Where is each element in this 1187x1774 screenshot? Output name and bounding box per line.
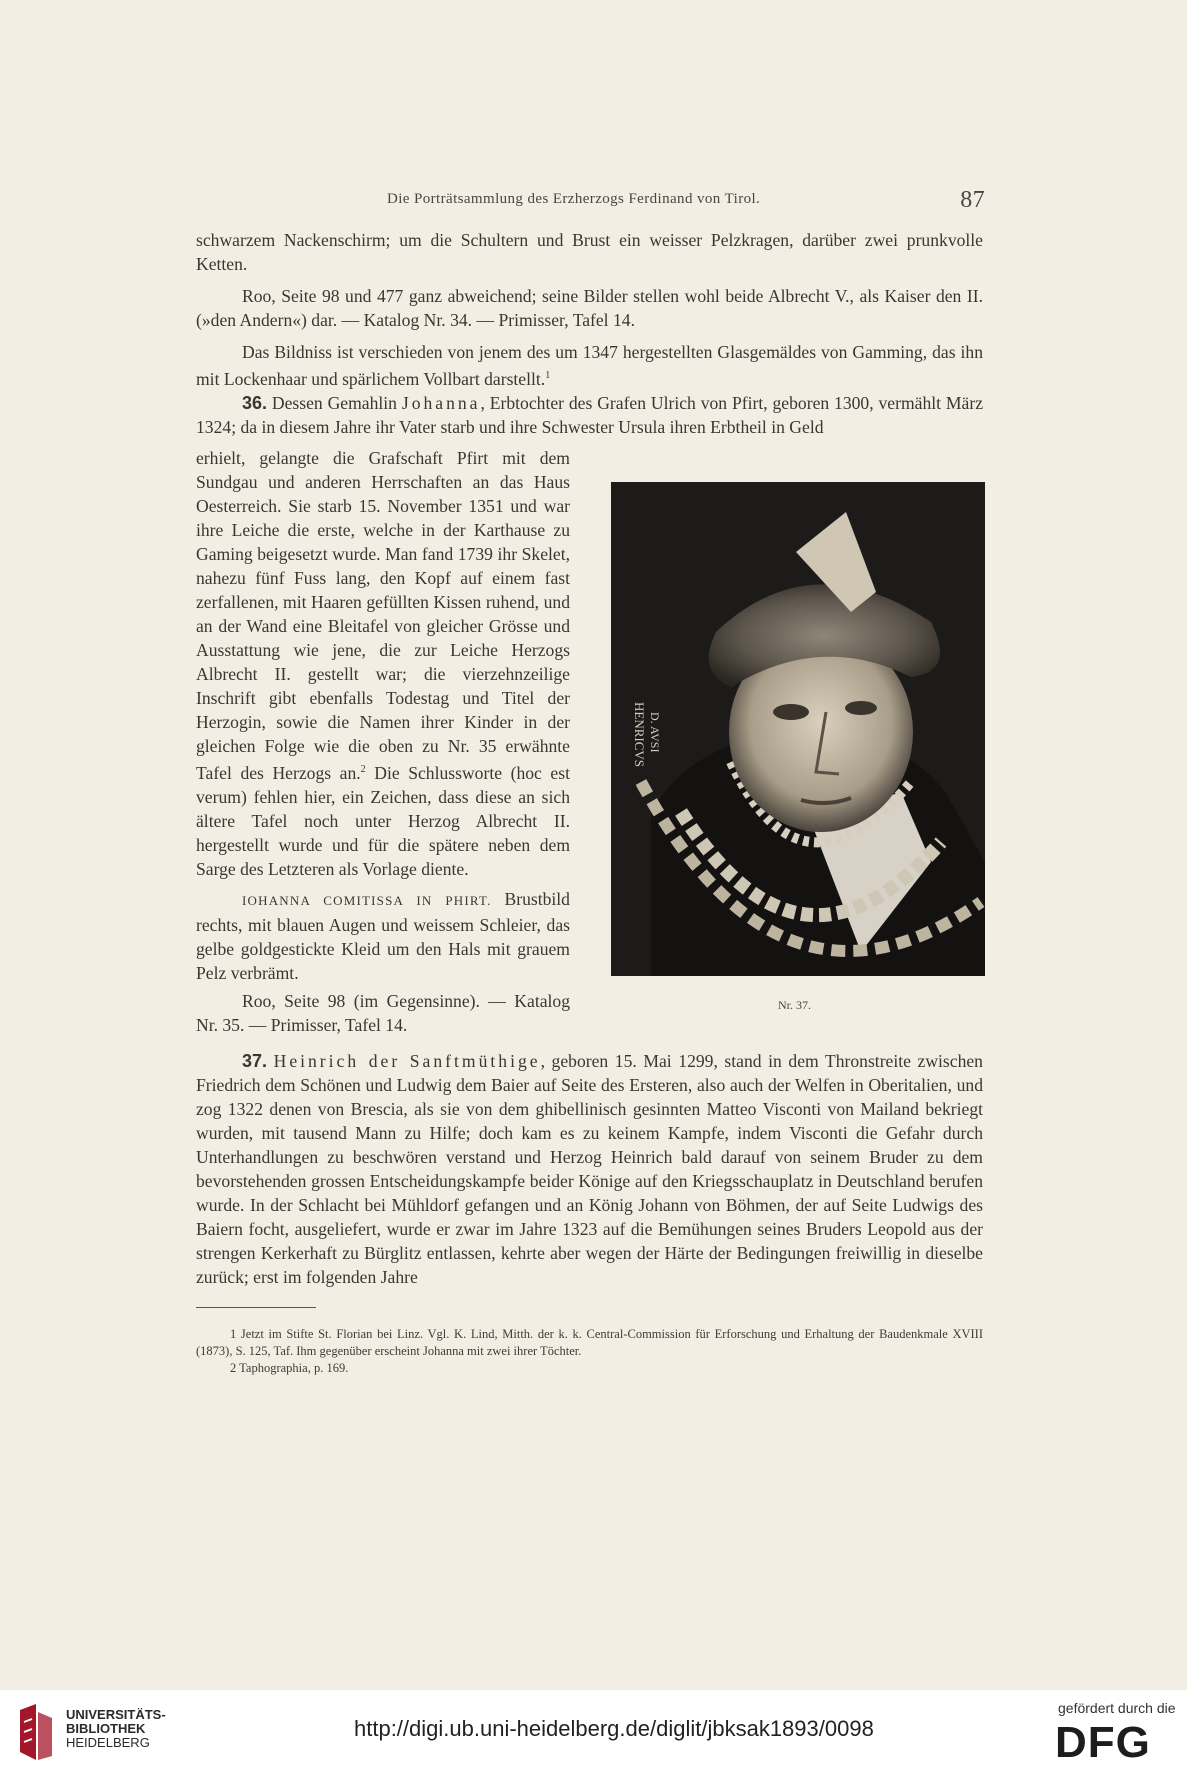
entry-text: , geboren 15. Mai 1299, stand in dem Thronstreite zwischen Friedrich dem Schönen und Ludwig dem Baier auf Seite des Ersteren, also auch der Welfen in Oberitalien, und zog 1322 denen von Brescia, als sie von dem ghibellinisch gesinnten Matteo Visconti von Mailand bekriegt wurden, mit tausend Mann zu Hilfe; doch kam es zu keinem Kampfe, indem Visconti die Gefahr durch Unterhandlungen zu beschwören verstand und Herzog Heinrich bald darauf von seinem Bruder zu dem bevorstehenden grossen Entscheidungskampfe beider Könige auf den Kriegsschauplatz in Deutschland berufen wurde. In der Schlacht bei Mühldorf gefangen und an König Johann von Böhmen, der auf Seite Ludwigs des Baiern focht, ausgeliefert, wurde er zwar im Jahre 1323 auf die Bemühungen seines Bruders Leopold aus der strengen Kerkerhaft zu Bürglitz entlassen, kehrte aber wegen der Härte der Bedingungen freiwillig in dieselbe zurück; erst im folgenden Jahre (196, 1051, 983, 1287)
paragraph-text: Das Bildniss ist verschieden von jenem des um 1347 hergestellten Glasgemäldes von Gamming, das ihn mit Lockenhaar und spärlichem Vollbart darstellt. (196, 342, 983, 389)
footer-bar (0, 1690, 1187, 1774)
portrait-description (196, 887, 570, 985)
entry-36-column (196, 446, 570, 1037)
references: Roo, Seite 98 (im Gegensinne). — Katalog Nr. 35. — Primisser, Tafel 14. (196, 990, 570, 1035)
column-text: Die Schlussworte (hoc est verum) fehlen hier, ein Zeichen, dass diese an sich ältere Tafel noch unter Herzog Albrecht II. hergestellt wurde und für die spätere neben dem Sarge des Letzteren als Vorlage diente. (196, 762, 570, 879)
figure-caption: Nr. 37. (778, 998, 811, 1012)
library-name[interactable] (66, 1708, 166, 1750)
library-logo-icon[interactable] (14, 1702, 58, 1764)
entry-37-paragraph (196, 1049, 983, 1289)
entry-intro: Dessen Gemahlin (271, 393, 397, 413)
running-title: Die Porträtsammlung des Erzherzogs Ferdinand von Tirol. (387, 191, 761, 207)
entry-name: Heinrich der Sanftmüthige (273, 1051, 541, 1071)
description: Brustbild rechts, mit blauen Augen und weissem Schleier, das gelbe goldgestickte Kleid um den Hals mit grauem Pelz verbrämt. (196, 888, 570, 983)
entry-36-opening (196, 391, 983, 439)
entry-37 (196, 1049, 983, 1289)
inscription-line-1: HENRICVS (632, 702, 647, 768)
paragraph (196, 340, 983, 391)
permalink-url[interactable]: http://digi.ub.uni-heidelberg.de/diglit/jbksak1893/0098 (354, 1716, 874, 1741)
footnote: 1 Jetzt im Stifte St. Florian bei Linz. Vgl. K. Lind, Mitth. der k. k. Central-Commission für Erforschung und Erhaltung der Baudenkmale XVIII (1873), S. 125, Taf. Ihm gegenüber erscheint Johanna mit zwei ihrer Töchter. (196, 1327, 983, 1358)
footnote-rule (196, 1307, 316, 1308)
footnote-marker: 2 (360, 764, 366, 775)
paragraph: schwarzem Nackenschirm; um die Schultern und Brust ein weisser Pelzkragen, darüber zwei prunkvolle Ketten. (196, 230, 983, 274)
library-line: BIBLIOTHEK (66, 1721, 146, 1736)
library-line: UNIVERSITÄTS- (66, 1707, 166, 1722)
footnote: 2 Taphographia, p. 169. (230, 1361, 349, 1375)
inscription-line-2: D. AVSI (648, 712, 662, 753)
entry-number: 36. (242, 393, 268, 413)
footnotes (196, 1326, 983, 1377)
footnote-marker: 1 (545, 370, 551, 381)
column-text: erhielt, gelangte die Grafschaft Pfirt mit dem Sundgau und anderen Herrschaften an das Haus Oesterreich. Sie starb 15. November 1351 und war ihre Leiche die erste, welche in der Karthause zu Gaming beigesetzt wurde. Man fand 1739 ihr Skelet, nahezu fünf Fuss lang, den Kopf auf einem fast zerfallenen, mit Haaren gefüllten Kissen ruhend, und an der Wand eine Bleitafel von gleicher Grösse und Ausstattung wie jene, die zur Leiche Herzogs Albrecht II. gestellt war; die vierzehnzeilige Inschrift gibt ebenfalls Todestag und Titel der Herzogin, sowie die Namen ihrer Kinder in der gleichen Folge wie die oben zu Nr. 35 erwähnte Tafel des Herzogs an. (196, 448, 570, 783)
portrait-image (611, 482, 985, 976)
dfg-logo[interactable]: DFG (1055, 1718, 1151, 1767)
inscription: IOHANNA COMITISSA IN PHIRT. (242, 892, 492, 908)
column-paragraph (196, 446, 570, 881)
funding-note: gefördert durch die (1058, 1700, 1176, 1716)
top-text-block (196, 228, 983, 391)
library-line: HEIDELBERG (66, 1735, 150, 1750)
entry-text: , Erbtochter des Grafen Ulrich von Pfirt, geboren 1300, vermählt März 1324; da in diesem Jahre ihr Vater starb und ihre Schwester Ursula ihren Erbtheil in Geld (196, 393, 984, 437)
entry-36-header (196, 391, 983, 439)
entry-number: 37. (242, 1051, 268, 1071)
page-number: 87 (960, 187, 985, 213)
entry-name: Johanna (401, 393, 481, 413)
paragraph: Roo, Seite 98 und 477 ganz abweichend; seine Bilder stellen wohl beide Albrecht V., als Kaiser den II. (»den Andern«) dar. — Katalog Nr. 34. — Primisser, Tafel 14. (196, 286, 983, 330)
portrait-figure (611, 482, 985, 976)
